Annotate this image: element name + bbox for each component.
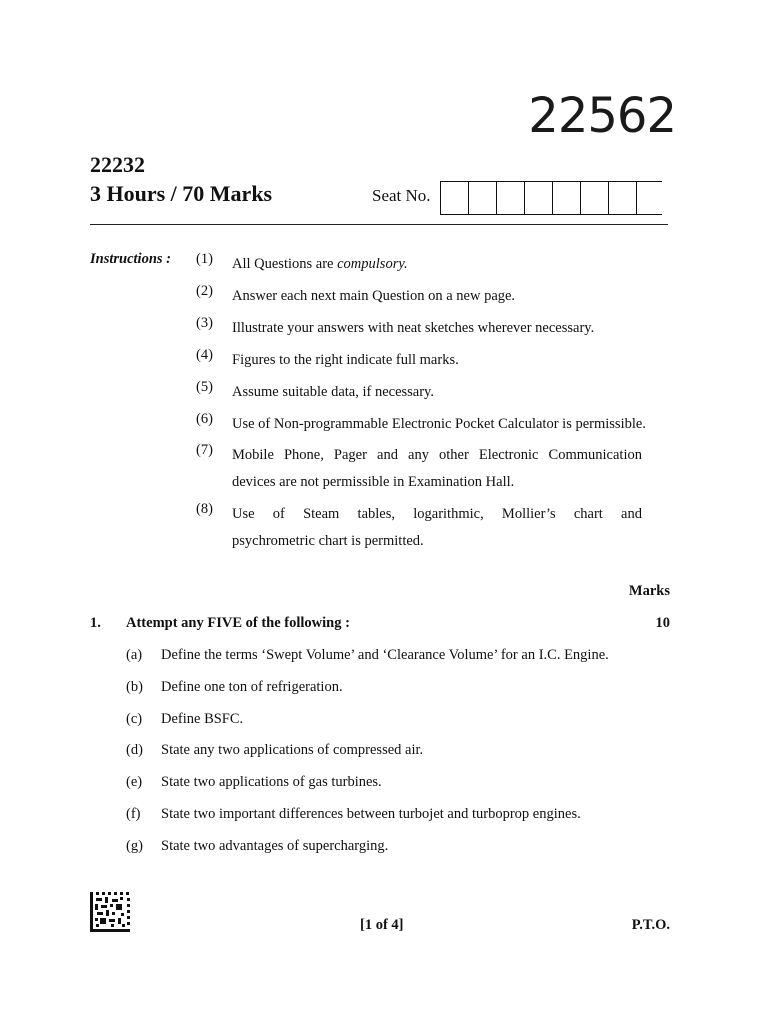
seat-number-label: Seat No. bbox=[372, 186, 431, 205]
page-number: [1 of 4] bbox=[360, 917, 404, 933]
seat-box bbox=[636, 182, 662, 214]
sub-question-text: State two important differences between turbojet and turboprop engines. bbox=[161, 806, 581, 822]
seat-box bbox=[524, 182, 552, 214]
instruction-number: (4) bbox=[196, 347, 213, 363]
instruction-line: devices are not permissible in Examination Hall. bbox=[232, 474, 515, 490]
instruction-number: (2) bbox=[196, 283, 213, 299]
seat-number-boxes bbox=[440, 181, 662, 215]
instruction-line: psychrometric chart is permitted. bbox=[232, 533, 424, 549]
instruction-text: Figures to the right indicate full marks. bbox=[232, 352, 459, 368]
sub-question-label: (e) bbox=[126, 774, 143, 790]
instruction-number: (1) bbox=[196, 251, 213, 267]
sub-question-label: (b) bbox=[126, 679, 143, 695]
instruction-text: Illustrate your answers with neat sketches wherever necessary. bbox=[232, 320, 595, 336]
duration-marks: 3 Hours / 70 Marks bbox=[90, 181, 273, 206]
seat-box bbox=[496, 182, 524, 214]
question-number: 1. bbox=[90, 615, 101, 631]
instructions-label: Instructions : bbox=[90, 251, 171, 267]
sub-question-label: (c) bbox=[126, 711, 143, 727]
seat-box bbox=[552, 182, 580, 214]
instruction-text: Assume suitable data, if necessary. bbox=[232, 384, 434, 400]
header-divider bbox=[90, 224, 668, 225]
please-turn-over: P.T.O. bbox=[631, 917, 670, 933]
sub-question-text: State two applications of gas turbines. bbox=[161, 774, 382, 790]
data-matrix-barcode bbox=[90, 892, 130, 932]
sub-question-label: (d) bbox=[126, 742, 143, 758]
instruction-number: (7) bbox=[196, 442, 213, 458]
emphasis-compulsory: compulsory. bbox=[337, 256, 408, 272]
instruction-text bbox=[232, 501, 642, 555]
instruction-line: Mobile Phone, Pager and any other Electronic Communication bbox=[232, 447, 642, 463]
sub-question-label: (f) bbox=[126, 806, 141, 822]
question-marks: 10 bbox=[655, 615, 670, 631]
instruction-text: Answer each next main Question on a new page. bbox=[232, 288, 516, 304]
seat-box bbox=[580, 182, 608, 214]
seat-box bbox=[608, 182, 636, 214]
instruction-text bbox=[232, 442, 642, 496]
paper-code: 22232 bbox=[90, 152, 145, 177]
seat-box bbox=[440, 182, 468, 214]
seat-box bbox=[468, 182, 496, 214]
sub-question-text: State any two applications of compressed air. bbox=[161, 742, 424, 758]
instruction-number: (3) bbox=[196, 315, 213, 331]
question-title: Attempt any FIVE of the following : bbox=[126, 615, 350, 631]
sub-question-text: Define BSFC. bbox=[161, 711, 244, 727]
instruction-text: All Questions are compulsory. bbox=[232, 256, 408, 272]
instruction-text: Use of Non-programmable Electronic Pocket Calculator is permissible. bbox=[232, 416, 646, 432]
sub-question-text: State two advantages of supercharging. bbox=[161, 838, 389, 854]
instruction-line: Use of Steam tables, logarithmic, Mollier’s chart and bbox=[232, 506, 642, 522]
sub-question-label: (g) bbox=[126, 838, 143, 854]
instruction-number: (5) bbox=[196, 379, 213, 395]
instruction-number: (8) bbox=[196, 501, 213, 517]
instruction-number: (6) bbox=[196, 411, 213, 427]
large-paper-code: 22562 bbox=[528, 88, 676, 144]
sub-question-text: Define one ton of refrigeration. bbox=[161, 679, 343, 695]
sub-question-text: Define the terms ‘Swept Volume’ and ‘Clearance Volume’ for an I.C. Engine. bbox=[161, 647, 609, 663]
sub-question-label: (a) bbox=[126, 647, 143, 663]
marks-column-heading: Marks bbox=[628, 583, 670, 599]
